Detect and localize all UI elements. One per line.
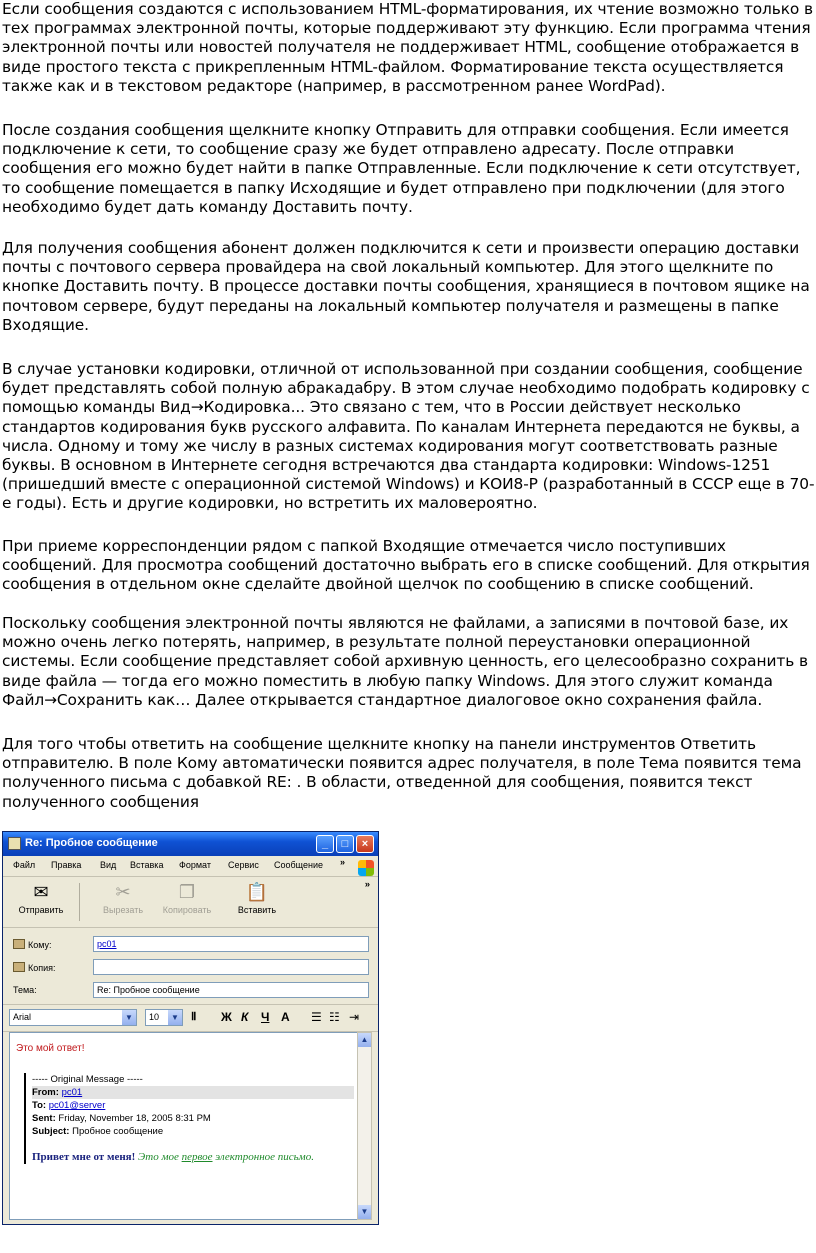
paragraph-encoding: В случае установки кодировки, отличной от использованной при создании сообщения, сообщение будет представлять собой полную абракадабру. В этом случае необходимо подобрать кодировку с помощью команды Вид→Кодировка... Это связано с тем, что в России действует несколько стандартов кодирования букв русского алфавита. По каналам Интернета передаются не буквы, а числа. Одному и тому же числу в разных системах кодирования могут соответствовать разные буквы. В основном в Интернете сегодня встречаются два стандарта кодировки: Windows-1251 (пришедший вместе с операционной системой Windows) и КОИ8-Р (разработанный в СССР еще в 70-е годы). Есть и другие кодировки, но встретить их маловероятно. xyxy=(2,360,815,513)
menu-message[interactable]: Сообщение xyxy=(274,860,323,870)
toolbar xyxy=(3,877,378,928)
chevron-down-icon: ▼ xyxy=(122,1010,136,1025)
paragraph-incoming: При приеме корреспонденции рядом с папкой Входящие отмечается число поступивших сообщений. Для просмотра сообщений достаточно выбрать его в списке сообщений. Для открытия сообщения в отдельном окне сделайте двойной щелчок по сообщению в списке сообщений. xyxy=(2,537,810,594)
cut-button[interactable] xyxy=(91,881,155,915)
original-header: ----- Original Message ----- xyxy=(32,1074,143,1085)
cc-field[interactable] xyxy=(93,959,369,975)
style-icon[interactable]: Ⅱ xyxy=(191,1011,197,1023)
to2-label: To: xyxy=(32,1100,47,1111)
to-field[interactable]: pc01 xyxy=(93,936,369,952)
close-button[interactable]: × xyxy=(356,835,374,853)
message-body[interactable] xyxy=(9,1032,361,1220)
maximize-button[interactable]: □ xyxy=(336,835,354,853)
copy-icon: ❐ xyxy=(178,882,196,902)
copy-label: Копировать xyxy=(162,905,212,915)
cc-row xyxy=(3,957,378,979)
bold-icon[interactable]: Ж xyxy=(221,1010,232,1024)
scroll-up-icon[interactable]: ▲ xyxy=(358,1033,371,1047)
size-select[interactable] xyxy=(145,1009,183,1026)
greeting-bold: Привет мне от меня! xyxy=(32,1151,136,1163)
to-label: Кому: xyxy=(28,940,52,950)
chevron-down-icon: ▼ xyxy=(168,1010,182,1025)
window-titlebar xyxy=(3,832,378,856)
address-book-icon[interactable] xyxy=(13,939,25,949)
quoted-message xyxy=(24,1073,362,1164)
scrollbar[interactable] xyxy=(357,1032,372,1220)
reply-text: Это мой ответ! xyxy=(16,1043,85,1054)
cut-label: Вырезать xyxy=(102,905,144,915)
font-select[interactable] xyxy=(9,1009,137,1026)
minimize-button[interactable]: _ xyxy=(316,835,334,853)
scissors-icon: ✂ xyxy=(115,882,131,902)
font-color-icon[interactable]: A xyxy=(281,1010,290,1024)
send-button[interactable] xyxy=(9,881,73,915)
underline-icon[interactable]: Ч xyxy=(261,1010,270,1024)
to2-link[interactable]: pc01@server xyxy=(48,1100,106,1111)
scroll-down-icon[interactable]: ▼ xyxy=(358,1205,371,1219)
paragraph-send: После создания сообщения щелкните кнопку Отправить для отправки сообщения. Если имеется подключение к сети, то сообщение сразу же будет отправлено адресату. После отправки сообщения его можно будет найти в папке Отправленные. Если подключение к сети отсутствует, то сообщение помещается в папку Исходящие и будет отправлено при подключении (для этого необходимо будет дать команду Доставить почту. xyxy=(2,121,801,216)
menu-file[interactable]: Файл xyxy=(13,860,36,870)
paragraph-html-formatting: Если сообщения создаются с использованием HTML-форматирования, их чтение возможно только в тех программах электронной почты, которые поддерживают эту функцию. Если программа чтения электронной почты или новостей получателя не поддерживает HTML, сообщение отображается в виде простого текста с прикрепленным HTML-файлом. Форматирование текста осуществляется также как и в текстовом редакторе (например, в рассмотренном ранее WordPad). xyxy=(2,0,814,95)
greeting-italic-2: электронное письмо. xyxy=(215,1151,314,1163)
send-label: Отправить xyxy=(18,905,64,915)
font-value: Arial xyxy=(13,1012,32,1022)
sent-value: Friday, November 18, 2005 8:31 PM xyxy=(58,1113,211,1124)
address-book-icon[interactable] xyxy=(13,962,25,972)
subject2-value: Пробное сообщение xyxy=(72,1126,164,1137)
copy-button[interactable] xyxy=(155,881,219,915)
paragraph-save: Поскольку сообщения электронной почты являются не файлами, а записями в почтовой базе, их можно очень легко потерять, например, в результате полной переустановки операционной системы. Если сообщение представляет собой архивную ценность, его целесообразно сохранить в виде файла — тогда его можно поместить в любую папку Windows. Для этого служит команда Файл→Сохранить как… Далее открывается стандартное диалоговое окно сохранения файла. xyxy=(2,614,808,709)
from-label: From: xyxy=(32,1087,59,1098)
clipboard-icon: 📋 xyxy=(245,882,269,902)
cc-label: Копия: xyxy=(28,963,56,973)
windows-logo-icon xyxy=(358,860,374,876)
toolbar-separator xyxy=(79,883,80,921)
size-value: 10 xyxy=(149,1012,160,1022)
sent-label: Sent: xyxy=(32,1113,56,1124)
toolbar-overflow[interactable]: » xyxy=(364,879,370,890)
envelope-icon xyxy=(8,837,21,850)
italic-icon[interactable]: К xyxy=(241,1010,249,1024)
menu-view[interactable]: Вид xyxy=(100,860,117,870)
indent-icon[interactable]: ⇥ xyxy=(349,1010,360,1024)
menu-tools[interactable]: Сервис xyxy=(228,860,259,870)
menu-edit[interactable]: Правка xyxy=(51,860,82,870)
menu-bar xyxy=(3,856,378,877)
paragraph-receive: Для получения сообщения абонент должен подключится к сети и произвести операцию доставки почты с почтового сервера провайдера на свой локальный компьютер. Для этого щелкните по кнопке Доставить почту. В процессе доставки почты сообщения, хранящиеся в почтовом ящике на почтовом сервере, будут переданы на локальный компьютер получателя и размещены в папке Входящие. xyxy=(2,239,810,334)
paragraph-reply: Для того чтобы ответить на сообщение щелкните кнопку на панели инструментов Ответить отправителю. В поле Кому автоматически появится адрес получателя, в поле Тема появится тема полученного письма с добавкой RE: . В области, отведенной для сообщения, появится текст полученного сообщения xyxy=(2,735,802,811)
subject-row xyxy=(3,980,378,1002)
menu-format[interactable]: Формат xyxy=(179,860,211,870)
bullet-list-icon[interactable]: ☷ xyxy=(329,1010,340,1024)
greeting-italic-1: Это мое xyxy=(138,1151,179,1163)
formatting-toolbar xyxy=(3,1004,378,1032)
window-title: Re: Пробное сообщение xyxy=(25,837,158,849)
from-link[interactable]: pc01 xyxy=(61,1087,83,1098)
paste-label: Вставить xyxy=(237,905,277,915)
subject2-label: Subject: xyxy=(32,1126,70,1137)
subject-field[interactable]: Re: Пробное сообщение xyxy=(93,982,369,998)
greeting-text xyxy=(32,1150,362,1164)
mail-window-screenshot xyxy=(2,831,379,1225)
to-row xyxy=(3,934,378,956)
menu-overflow[interactable]: » xyxy=(340,857,346,867)
send-icon: ✉ xyxy=(33,882,49,902)
menu-insert[interactable]: Вставка xyxy=(130,860,164,870)
numbered-list-icon[interactable]: ☰ xyxy=(311,1010,322,1024)
paste-button[interactable] xyxy=(225,881,289,915)
subject-label: Тема: xyxy=(13,985,37,995)
greeting-underline: первое xyxy=(181,1151,213,1163)
